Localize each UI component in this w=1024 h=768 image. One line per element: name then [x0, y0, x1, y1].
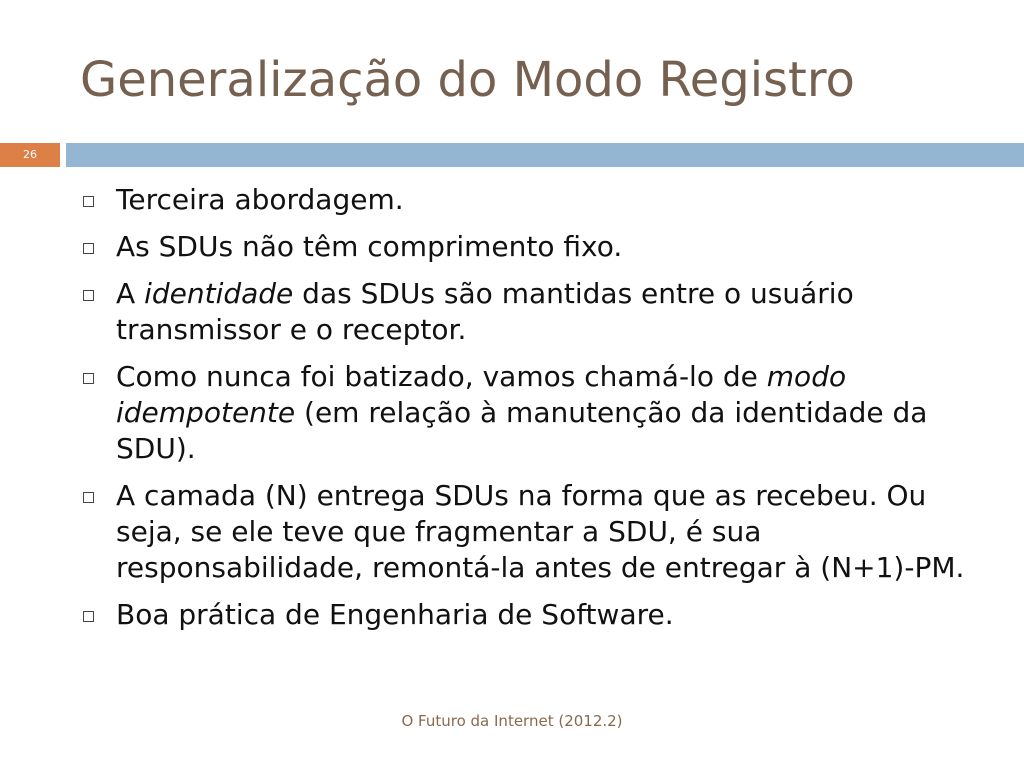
- bullet-item: [80, 597, 985, 633]
- bullet-emphasis: identidade: [144, 277, 294, 310]
- hollow-square-bullet-icon: [83, 611, 94, 622]
- hollow-square-bullet-icon: [83, 492, 94, 503]
- header-divider-bar: [66, 143, 1024, 167]
- hollow-square-bullet-icon: [83, 243, 94, 254]
- bullet-text: (em relação à manutenção da identidade da SDU).: [116, 396, 928, 465]
- hollow-square-bullet-icon: [83, 290, 94, 301]
- bullet-list: [80, 182, 985, 644]
- hollow-square-bullet-icon: [83, 196, 94, 207]
- bullet-text: Terceira abordagem.: [116, 183, 404, 216]
- bullet-text: A camada (N) entrega SDUs na forma que as recebeu. Ou seja, se ele teve que fragmentar a SDU, é sua responsabilidade, remontá-la antes de entregar à (N+1)-PM.: [116, 479, 965, 584]
- hollow-square-bullet-icon: [83, 373, 94, 384]
- bullet-text: A: [116, 277, 145, 310]
- bullet-emphasis: modo idempotente: [116, 360, 847, 429]
- bullet-item: [80, 359, 985, 467]
- bullet-text: As SDUs não têm comprimento fixo.: [116, 230, 623, 263]
- bullet-text: Boa prática de Engenharia de Software.: [116, 598, 674, 631]
- slide-footer: O Futuro da Internet (2012.2): [401, 712, 623, 730]
- bullet-item: [80, 229, 985, 265]
- slide-number: 26: [0, 143, 60, 167]
- slide-title: Generalização do Modo Registro: [80, 52, 855, 108]
- bullet-item: [80, 276, 985, 348]
- bullet-item: [80, 182, 985, 218]
- bullet-text: das SDUs são mantidas entre o usuário transmissor e o receptor.: [116, 277, 854, 346]
- bullet-text: Como nunca foi batizado, vamos chamá-lo de: [116, 360, 767, 393]
- bullet-item: [80, 478, 985, 586]
